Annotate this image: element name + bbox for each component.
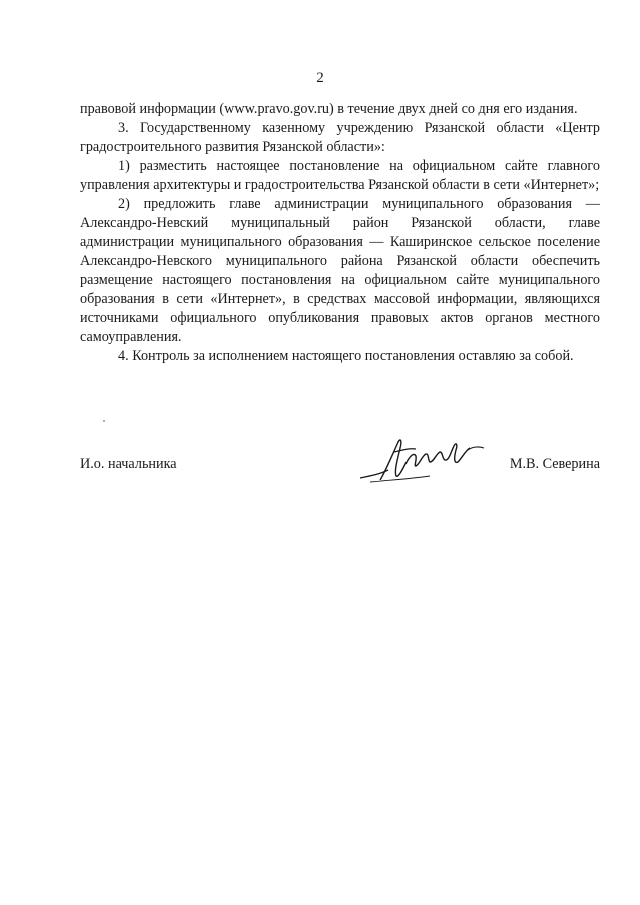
page-number: 2 xyxy=(316,70,324,86)
signatory-name: М.В. Северина xyxy=(509,456,600,472)
scan-artifact-dot xyxy=(103,420,105,422)
signature-block xyxy=(80,440,600,500)
handwritten-signature-icon xyxy=(350,430,495,490)
paragraph-item-4: 4. Контроль за исполнением настоящего постановления оставляю за собой. xyxy=(118,348,574,364)
document-body xyxy=(80,100,600,366)
paragraph-item-3: 3. Государственному казенному учреждению Рязанской области «Центр градостроительного развития Рязанской области»: xyxy=(80,120,600,155)
paragraph-subitem-2: 2) предложить главе администрации муниципального образования — Александро-Невский муниципальный район Рязанской области, главе администрации муниципального образования — Каширинское сельское поселение Александро-Невского муниципального района Рязанской области обеспечить размещение настоящего постановления на официальном сайте муниципального образования в сети «Интернет», в средствах массовой информации, являющихся источниками официального опубликования правовых актов органов местного самоуправления. xyxy=(80,196,600,345)
signatory-title: И.о. начальника xyxy=(80,456,177,472)
paragraph-continuation: правовой информации (www.pravo.gov.ru) в течение двух дней со дня его издания. xyxy=(80,101,578,117)
paragraph-subitem-1: 1) разместить настоящее постановление на официальном сайте главного управления архитектуры и градостроительства Рязанской области в сети «Интернет»; xyxy=(80,158,600,193)
